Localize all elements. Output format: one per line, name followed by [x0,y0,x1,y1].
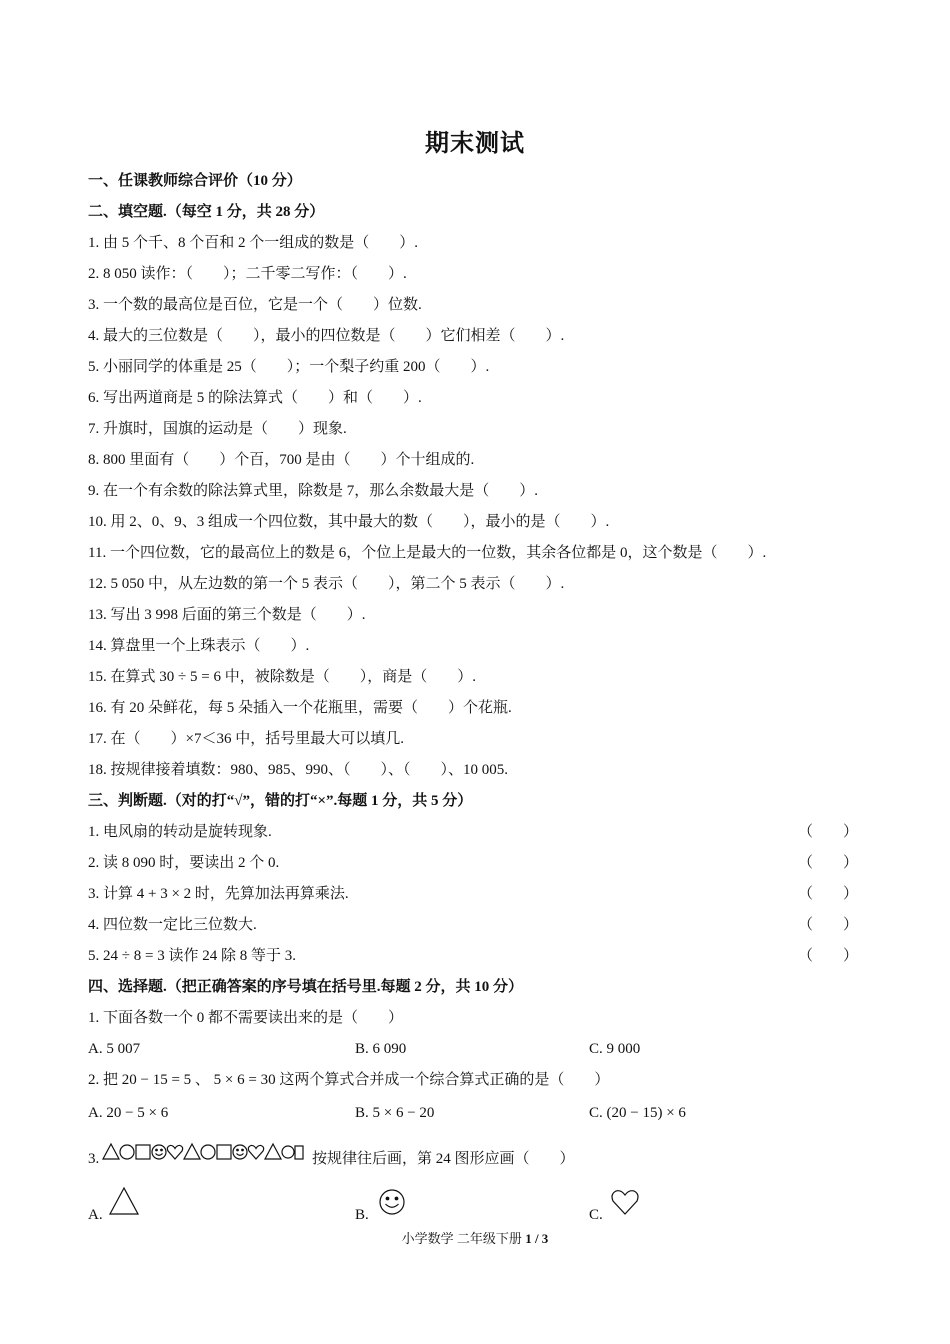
footer-text: 小学数学 二年级下册 [401,1231,522,1246]
heart-icon [167,1145,182,1159]
fill-question: 15. 在算式 30 ÷ 5 = 6 中，被除数是（ ），商是（ ）. [88,669,476,685]
circle-icon [120,1145,134,1159]
fill-question: 5. 小丽同学的体重是 25（ ）；一个梨子约重 200（ ）. [88,359,490,375]
choice-question: 2. 把 20 − 15 = 5 、 5 × 6 = 30 这两个算式合并成一个综合算式正确的是（ ） [88,1072,610,1088]
triangle-icon [103,1144,119,1159]
triangle-icon [265,1144,281,1159]
option-b: B. [355,1207,369,1223]
smiley-icon [376,1188,408,1216]
option-c: C. 9 000 [589,1041,641,1057]
fill-question: 6. 写出两道商是 5 的除法算式（ ）和（ ）. [88,390,422,406]
choice-question-number: 3. [88,1151,100,1167]
fill-question: 4. 最大的三位数是（ ），最小的四位数是（ ）它们相差（ ）. [88,328,565,344]
fill-question: 2. 8 050 读作：（ ）；二千零二写作：（ ）. [88,266,407,282]
answer-paren: （ ） [798,917,859,933]
fill-question: 16. 有 20 朵鲜花，每 5 朵插入一个花瓶里，需要（ ）个花瓶. [88,700,512,716]
judge-question: 3. 计算 4 + 3 × 2 时，先算加法再算乘法. [88,886,349,902]
shape-sequence [102,1141,304,1163]
section-3-heading: 三、判断题.（对的打“√”，错的打“×”.每题 1 分，共 5 分） [88,793,473,809]
square-icon [217,1145,231,1159]
judge-question: 4. 四位数一定比三位数大. [88,917,257,933]
section-2-heading: 二、填空题.（每空 1 分，共 28 分） [88,204,325,220]
page-number: 1 / 3 [525,1231,549,1246]
fill-question: 12. 5 050 中，从左边数的第一个 5 表示（ ），第二个 5 表示（ ）. [88,576,565,592]
option-a: A. [88,1207,103,1223]
choice-question: 按规律往后画，第 24 图形应画（ ） [312,1151,575,1167]
answer-paren: （ ） [798,855,859,871]
judge-question: 2. 读 8 090 时，要读出 2 个 0. [88,855,280,871]
fill-question: 1. 由 5 个千、8 个百和 2 个一组成的数是（ ）. [88,235,419,251]
judge-question: 5. 24 ÷ 8 = 3 读作 24 除 8 等于 3. [88,948,296,964]
fill-question: 11. 一个四位数，它的最高位上的数是 6，个位上是最大的一位数，其余各位都是 0，这个数是（ ）. [88,545,767,561]
heart-icon [610,1188,640,1216]
smiley-icon [152,1145,166,1159]
heart-icon [248,1145,263,1159]
fill-question: 8. 800 里面有（ ）个百，700 是由（ ）个十组成的. [88,452,475,468]
option-b: B. 5 × 6 − 20 [355,1105,435,1121]
fill-question: 3. 一个数的最高位是百位，它是一个（ ）位数. [88,297,422,313]
triangle-icon [184,1144,200,1159]
answer-paren: （ ） [798,948,859,964]
fill-question: 18. 按规律接着填数：980、985、990、（ ）、（ ）、10 005. [88,762,509,778]
fill-question: 7. 升旗时，国旗的运动是（ ）现象. [88,421,347,437]
answer-paren: （ ） [798,824,859,840]
option-c: C. [589,1207,603,1223]
option-a: A. 20 − 5 × 6 [88,1105,169,1121]
fill-question: 10. 用 2、0、9、3 组成一个四位数，其中最大的数（ ），最小的是（ ）. [88,514,610,530]
section-1-heading: 一、任课教师综合评价（10 分） [88,173,302,189]
circle-icon [282,1146,294,1158]
smiley-icon [233,1145,247,1159]
option-c: C. (20 − 15) × 6 [589,1105,686,1121]
fill-question: 14. 算盘里一个上珠表示（ ）. [88,638,310,654]
triangle-icon [108,1186,140,1216]
circle-icon [201,1145,215,1159]
fill-question: 17. 在（ ）×7＜36 中，括号里最大可以填几. [88,731,404,747]
answer-paren: （ ） [798,886,859,902]
page-title: 期末测试 [425,131,525,157]
page-footer [0,1228,950,1247]
square-icon [136,1145,150,1159]
square-icon [295,1146,303,1159]
fill-question: 13. 写出 3 998 后面的第三个数是（ ）. [88,607,366,623]
choice-question: 1. 下面各数一个 0 都不需要读出来的是（ ） [88,1010,404,1026]
judge-question: 1. 电风扇的转动是旋转现象. [88,824,272,840]
option-b: B. 6 090 [355,1041,407,1057]
section-4-heading: 四、选择题.（把正确答案的序号填在括号里.每题 2 分，共 10 分） [88,979,524,995]
option-a: A. 5 007 [88,1041,141,1057]
fill-question: 9. 在一个有余数的除法算式里，除数是 7，那么余数最大是（ ）. [88,483,539,499]
